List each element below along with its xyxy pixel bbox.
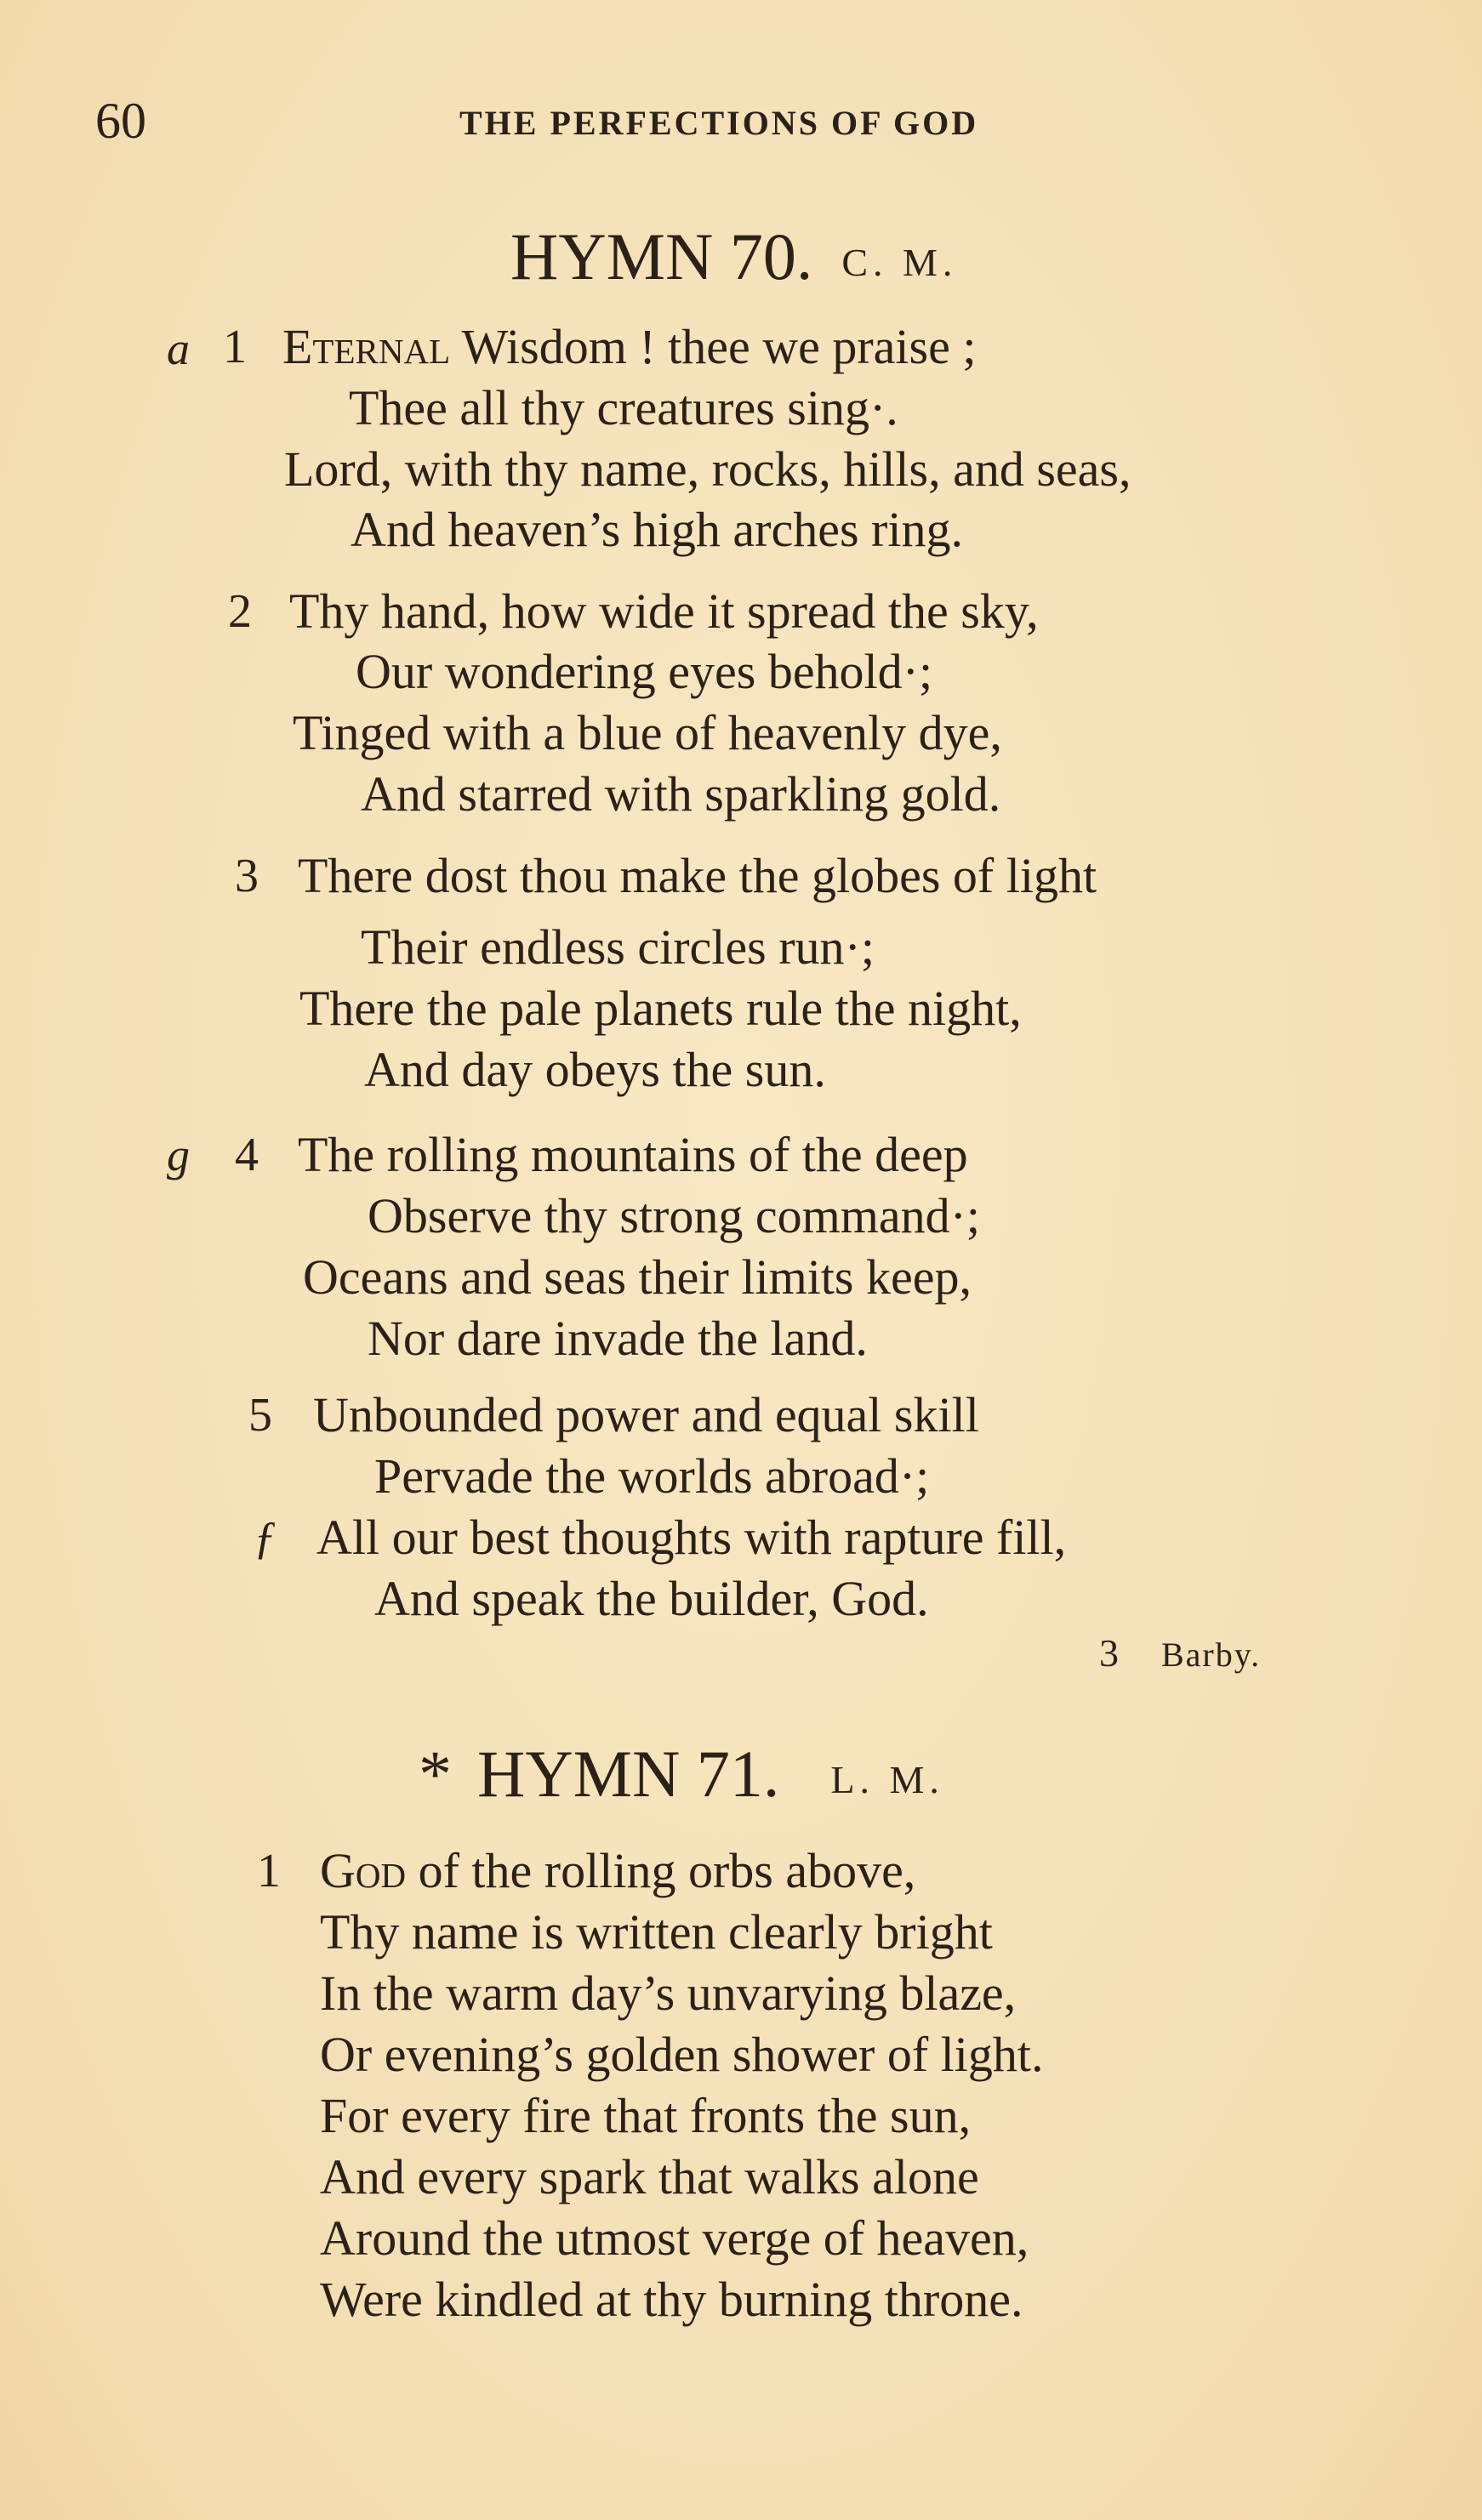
- hymn-line: Pervade the worlds abroad·;: [374, 1448, 930, 1504]
- tune-name: Barby.: [1161, 1635, 1262, 1674]
- verse-number: 5: [248, 1389, 272, 1442]
- hymn-71-meter: L. M.: [830, 1758, 944, 1801]
- tune-number: 3: [1099, 1631, 1119, 1675]
- hymn-line: Observe thy strong command·;: [368, 1188, 981, 1243]
- hymn-line: Thy hand, how wide it spread the sky,: [289, 583, 1039, 639]
- verse-number: 1: [257, 1845, 281, 1897]
- dynamic-mark-g: g: [167, 1129, 190, 1180]
- hymn-line: And day obeys the sun.: [364, 1042, 826, 1097]
- hymn-line: In the warm day’s unvarying blaze,: [320, 1965, 1017, 2021]
- first-word: Eternal: [282, 319, 451, 374]
- hymn-70-meter: C. M.: [841, 241, 958, 284]
- hymn-line: Around the utmost verge of heaven,: [320, 2210, 1029, 2266]
- verse-number: 1: [223, 321, 247, 373]
- hymn-70-title: HYMN 70.: [510, 219, 813, 293]
- hymn-line: Their endless circles run·;: [361, 919, 875, 975]
- hymn-71-title: HYMN 71.: [477, 1737, 780, 1811]
- hymn-line: There dost thou make the globes of light: [298, 848, 1097, 903]
- first-word: God: [320, 1843, 407, 1898]
- hymn-line: And starred with sparkling gold.: [361, 766, 1001, 822]
- hymn-line: Nor dare invade the land.: [368, 1311, 868, 1366]
- hymn-line: And speak the builder, God.: [374, 1571, 929, 1626]
- dynamic-mark-f: ƒ: [254, 1512, 276, 1563]
- hymn-line: [282, 321, 976, 373]
- verse-number: 3: [235, 850, 259, 902]
- hymn-line: Thee all thy creatures sing·.: [349, 380, 898, 435]
- hymn-line: Unbounded power and equal skill: [313, 1387, 979, 1442]
- hymn-70-heading: [510, 219, 958, 297]
- dynamic-mark-a: a: [167, 323, 190, 374]
- hymn-line: The rolling mountains of the deep: [298, 1127, 968, 1182]
- line-rest: of the rolling orbs above,: [406, 1843, 916, 1898]
- hymn-line: There the pale planets rule the night,: [299, 981, 1022, 1036]
- hymn-line: All our best thoughts with rapture fill,: [316, 1510, 1067, 1565]
- page-number: 60: [95, 93, 146, 149]
- verse-number: 2: [228, 585, 252, 638]
- hymn-line: Oceans and seas their limits keep,: [303, 1249, 972, 1305]
- hymn-line: Lord, with thy name, rocks, hills, and seas,: [284, 441, 1131, 497]
- hymn-line: Were kindled at thy burning throne.: [320, 2272, 1023, 2327]
- hymn-line: For every fire that fronts the sun,: [320, 2088, 972, 2143]
- hymn-line: And every spark that walks alone: [320, 2149, 979, 2204]
- hymn-line: Thy name is written clearly bright: [320, 1904, 993, 1960]
- hymn-line: [320, 1843, 916, 1898]
- hymn-line: And heaven’s high arches ring.: [351, 502, 963, 557]
- verse-number: 4: [235, 1129, 259, 1181]
- running-head: THE PERFECTIONS OF GOD: [459, 104, 979, 142]
- tune-reference: [1099, 1631, 1262, 1675]
- asterisk-mark: *: [419, 1737, 452, 1811]
- hymn-line: Or evening’s golden shower of light.: [320, 2027, 1044, 2082]
- hymn-line: Our wondering eyes behold·;: [356, 644, 933, 699]
- line-rest: Wisdom ! thee we praise ;: [450, 319, 977, 374]
- hymn-line: Tinged with a blue of heavenly dye,: [293, 705, 1002, 760]
- hymn-71-heading: [419, 1737, 944, 1814]
